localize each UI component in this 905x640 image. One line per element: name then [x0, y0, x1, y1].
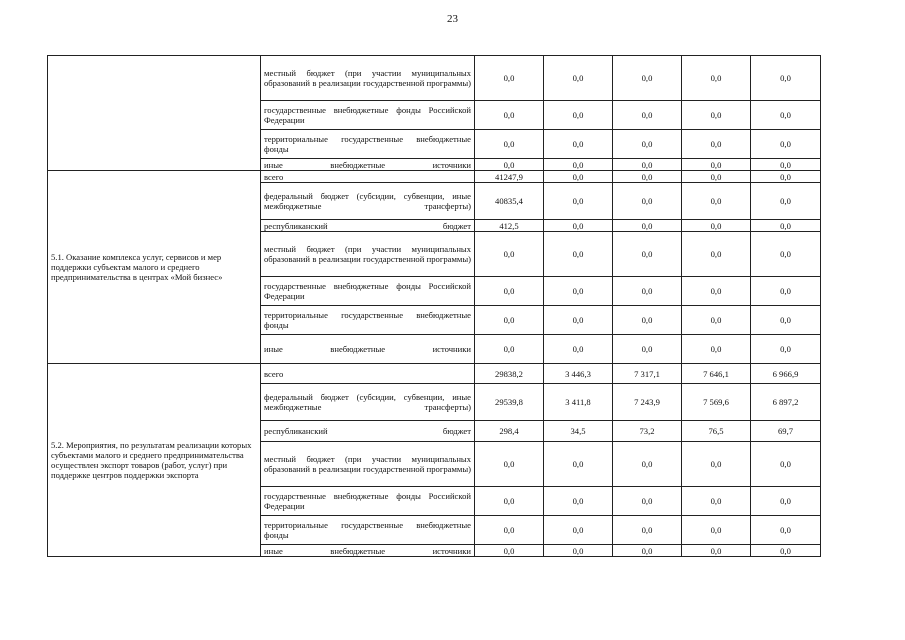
funding-source-cell: федеральный бюджет (субсидии, субвенции, иные межбюджетные трансферты) [261, 384, 475, 421]
amount-cell: 40835,4 [475, 183, 544, 220]
budget-table [47, 55, 821, 557]
amount-cell: 76,5 [682, 421, 751, 442]
amount-cell: 0,0 [751, 171, 821, 183]
amount-cell: 0,0 [613, 220, 682, 232]
funding-source-cell: республиканский бюджет [261, 220, 475, 232]
amount-cell: 0,0 [751, 516, 821, 545]
funding-source-cell: республиканский бюджет [261, 421, 475, 442]
funding-source-cell: местный бюджет (при участии муниципальных образований в реализации государственной программы) [261, 56, 475, 101]
table-row [48, 364, 821, 384]
amount-cell: 0,0 [682, 335, 751, 364]
amount-cell: 0,0 [751, 220, 821, 232]
funding-source-cell: территориальные государственные внебюджетные фонды [261, 516, 475, 545]
table-row [48, 171, 821, 183]
amount-cell: 34,5 [544, 421, 613, 442]
funding-source-cell: всего [261, 171, 475, 183]
amount-cell: 0,0 [544, 487, 613, 516]
amount-cell: 0,0 [613, 487, 682, 516]
amount-cell: 7 243,9 [613, 384, 682, 421]
funding-source-cell: иные внебюджетные источники [261, 159, 475, 171]
funding-source-cell: местный бюджет (при участии муниципальных образований в реализации государственной программы) [261, 232, 475, 277]
amount-cell: 0,0 [682, 442, 751, 487]
funding-source-cell: федеральный бюджет (субсидии, субвенции, иные межбюджетные трансферты) [261, 183, 475, 220]
amount-cell: 0,0 [613, 101, 682, 130]
amount-cell: 0,0 [682, 130, 751, 159]
amount-cell: 0,0 [751, 442, 821, 487]
amount-cell: 0,0 [475, 56, 544, 101]
amount-cell: 0,0 [544, 545, 613, 557]
amount-cell: 0,0 [751, 101, 821, 130]
page-number: 23 [447, 13, 458, 25]
amount-cell: 0,0 [682, 220, 751, 232]
amount-cell: 0,0 [613, 232, 682, 277]
amount-cell: 6 897,2 [751, 384, 821, 421]
amount-cell: 0,0 [475, 442, 544, 487]
amount-cell: 0,0 [751, 56, 821, 101]
amount-cell: 0,0 [751, 130, 821, 159]
amount-cell: 0,0 [751, 335, 821, 364]
amount-cell: 0,0 [544, 159, 613, 171]
amount-cell: 0,0 [613, 442, 682, 487]
amount-cell: 412,5 [475, 220, 544, 232]
funding-source-cell: местный бюджет (при участии муниципальных образований в реализации государственной программы) [261, 442, 475, 487]
amount-cell: 0,0 [475, 159, 544, 171]
amount-cell: 0,0 [475, 101, 544, 130]
activity-cell: 5.2. Мероприятия, по результатам реализации которых субъектами малого и среднего предпринимательства осуществлен экспорт товаров (работ, услуг) при поддержке центров поддержки экспорта [48, 364, 261, 557]
amount-cell: 0,0 [544, 277, 613, 306]
amount-cell: 0,0 [682, 306, 751, 335]
amount-cell: 0,0 [682, 171, 751, 183]
amount-cell: 0,0 [613, 306, 682, 335]
amount-cell: 0,0 [682, 183, 751, 220]
amount-cell: 0,0 [682, 516, 751, 545]
amount-cell: 3 411,8 [544, 384, 613, 421]
amount-cell: 0,0 [682, 101, 751, 130]
amount-cell: 0,0 [682, 277, 751, 306]
amount-cell: 0,0 [751, 487, 821, 516]
amount-cell: 3 446,3 [544, 364, 613, 384]
amount-cell: 0,0 [682, 159, 751, 171]
amount-cell: 29539,8 [475, 384, 544, 421]
amount-cell: 0,0 [613, 130, 682, 159]
amount-cell: 0,0 [613, 516, 682, 545]
amount-cell: 0,0 [475, 516, 544, 545]
amount-cell: 29838,2 [475, 364, 544, 384]
amount-cell: 0,0 [613, 335, 682, 364]
amount-cell: 0,0 [613, 56, 682, 101]
amount-cell: 0,0 [751, 306, 821, 335]
amount-cell: 0,0 [544, 130, 613, 159]
amount-cell: 0,0 [751, 232, 821, 277]
amount-cell: 0,0 [751, 183, 821, 220]
table-row [48, 56, 821, 101]
amount-cell: 0,0 [475, 306, 544, 335]
amount-cell: 0,0 [544, 442, 613, 487]
amount-cell: 298,4 [475, 421, 544, 442]
amount-cell: 6 966,9 [751, 364, 821, 384]
funding-source-cell: государственные внебюджетные фонды Российской Федерации [261, 487, 475, 516]
amount-cell: 0,0 [544, 306, 613, 335]
amount-cell: 0,0 [544, 232, 613, 277]
funding-source-cell: территориальные государственные внебюджетные фонды [261, 130, 475, 159]
amount-cell: 0,0 [613, 545, 682, 557]
amount-cell: 0,0 [751, 159, 821, 171]
activity-cell [48, 56, 261, 171]
amount-cell: 0,0 [475, 130, 544, 159]
amount-cell: 0,0 [613, 171, 682, 183]
amount-cell: 0,0 [544, 101, 613, 130]
amount-cell: 69,7 [751, 421, 821, 442]
amount-cell: 0,0 [751, 277, 821, 306]
amount-cell: 0,0 [682, 487, 751, 516]
amount-cell: 0,0 [544, 220, 613, 232]
funding-source-cell: государственные внебюджетные фонды Российской Федерации [261, 101, 475, 130]
amount-cell: 0,0 [682, 545, 751, 557]
amount-cell: 0,0 [475, 545, 544, 557]
amount-cell: 0,0 [475, 232, 544, 277]
amount-cell: 0,0 [613, 159, 682, 171]
amount-cell: 7 646,1 [682, 364, 751, 384]
amount-cell: 0,0 [682, 232, 751, 277]
funding-source-cell: всего [261, 364, 475, 384]
amount-cell: 0,0 [475, 487, 544, 516]
amount-cell: 7 317,1 [613, 364, 682, 384]
amount-cell: 0,0 [544, 516, 613, 545]
amount-cell: 0,0 [544, 335, 613, 364]
amount-cell: 0,0 [475, 335, 544, 364]
amount-cell: 0,0 [544, 171, 613, 183]
amount-cell: 41247,9 [475, 171, 544, 183]
funding-source-cell: иные внебюджетные источники [261, 335, 475, 364]
amount-cell: 0,0 [751, 545, 821, 557]
amount-cell: 7 569,6 [682, 384, 751, 421]
funding-source-cell: иные внебюджетные источники [261, 545, 475, 557]
amount-cell: 0,0 [544, 56, 613, 101]
amount-cell: 0,0 [544, 183, 613, 220]
amount-cell: 0,0 [613, 183, 682, 220]
amount-cell: 0,0 [613, 277, 682, 306]
amount-cell: 73,2 [613, 421, 682, 442]
amount-cell: 0,0 [682, 56, 751, 101]
activity-cell: 5.1. Оказание комплекса услуг, сервисов и мер поддержки субъектам малого и среднего предпринимательства в центрах «Мой бизнес» [48, 171, 261, 364]
amount-cell: 0,0 [475, 277, 544, 306]
funding-source-cell: государственные внебюджетные фонды Российской Федерации [261, 277, 475, 306]
funding-source-cell: территориальные государственные внебюджетные фонды [261, 306, 475, 335]
